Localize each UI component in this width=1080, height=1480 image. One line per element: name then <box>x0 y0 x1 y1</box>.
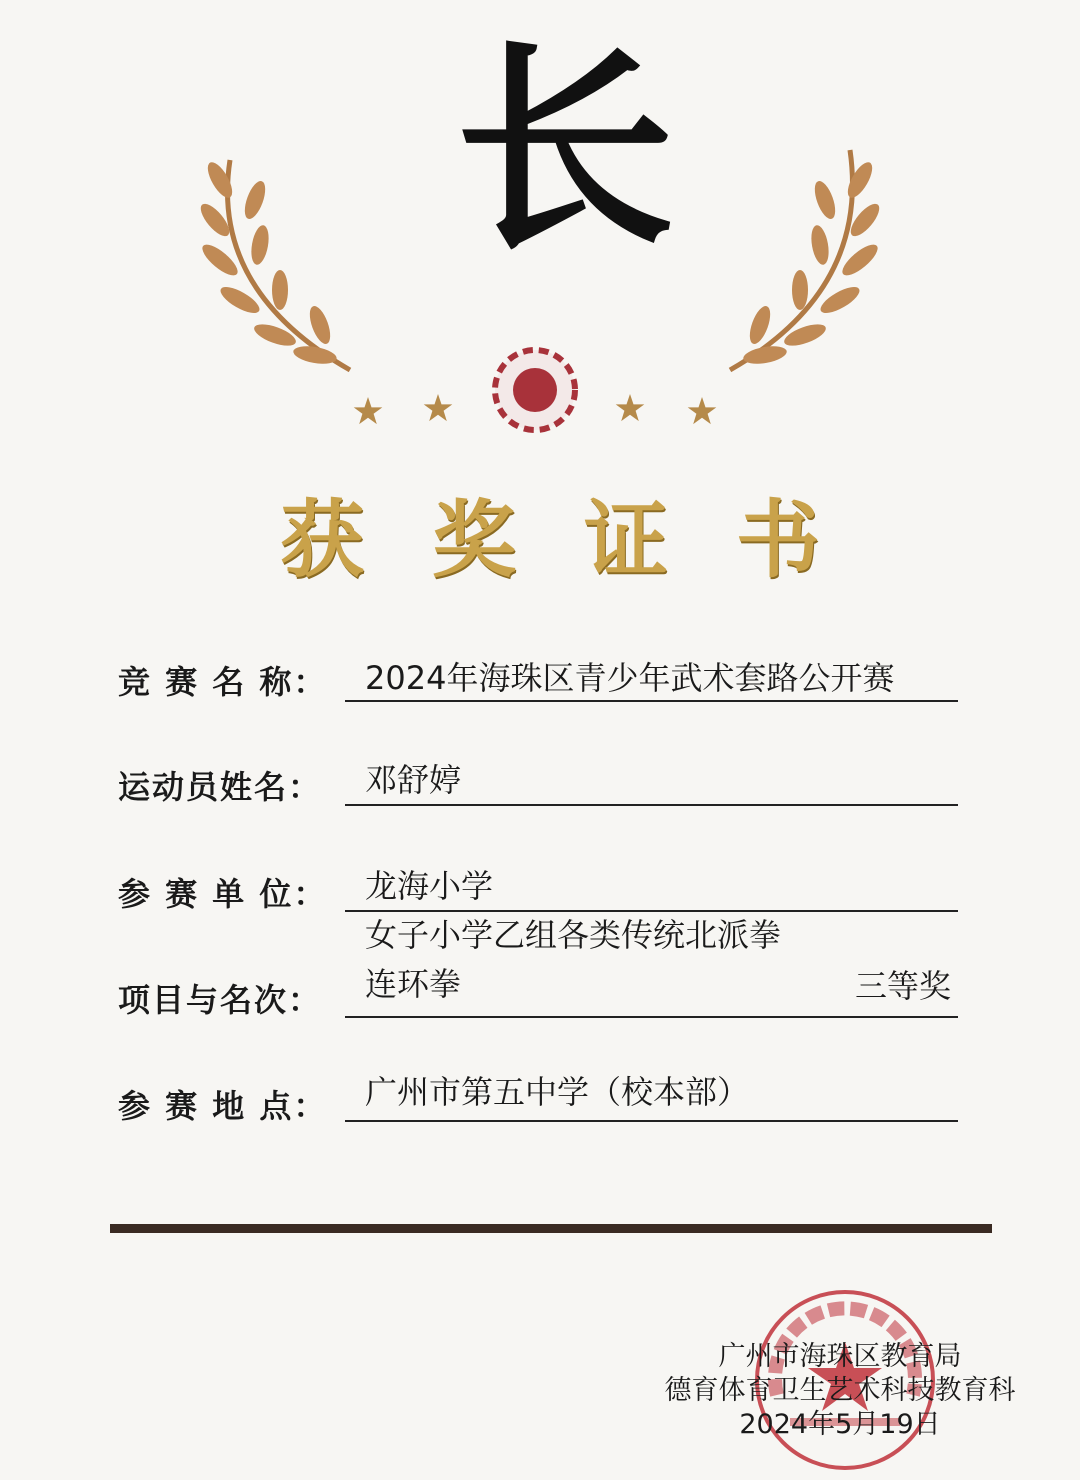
certificate-title <box>280 490 820 590</box>
title-char: 奖 <box>431 490 516 589</box>
venue-underline <box>345 1120 958 1122</box>
event-value-line2: 连环拳 <box>365 965 462 1003</box>
issuer-block <box>650 1340 1030 1442</box>
issuer-department: 德育体育卫生艺术科技教育科 <box>664 1375 1016 1406</box>
competition-label: 竞 赛 名 称： <box>118 663 328 701</box>
athlete-value: 邓舒婷 <box>365 761 462 799</box>
competition-underline <box>345 700 958 702</box>
title-char: 书 <box>735 490 820 589</box>
issuer-name: 广州市海珠区教育局 <box>718 1341 962 1372</box>
venue-value: 广州市第五中学（校本部） <box>365 1073 750 1111</box>
venue-label: 参 赛 地 点： <box>118 1087 328 1125</box>
unit-label: 参 赛 单 位： <box>118 875 328 913</box>
event-value-line1: 女子小学乙组各类传统北派拳 <box>365 916 782 954</box>
athlete-underline <box>345 804 958 806</box>
title-char: 证 <box>583 490 668 589</box>
sun-seal-icon <box>495 350 575 430</box>
unit-value: 龙海小学 <box>365 867 494 905</box>
calligraphy-emblem: 长 <box>455 20 676 279</box>
divider-bar <box>110 1224 992 1233</box>
athlete-label: 运动员姓名： <box>118 768 323 806</box>
competition-value: 2024年海珠区青少年武术套路公开赛 <box>365 659 895 697</box>
event-label: 项目与名次： <box>118 981 323 1019</box>
issue-date: 2024年5月19日 <box>739 1409 941 1440</box>
title-char: 获 <box>280 490 365 589</box>
event-underline <box>345 1016 958 1018</box>
rank-value: 三等奖 <box>855 967 952 1005</box>
unit-underline <box>345 910 958 912</box>
